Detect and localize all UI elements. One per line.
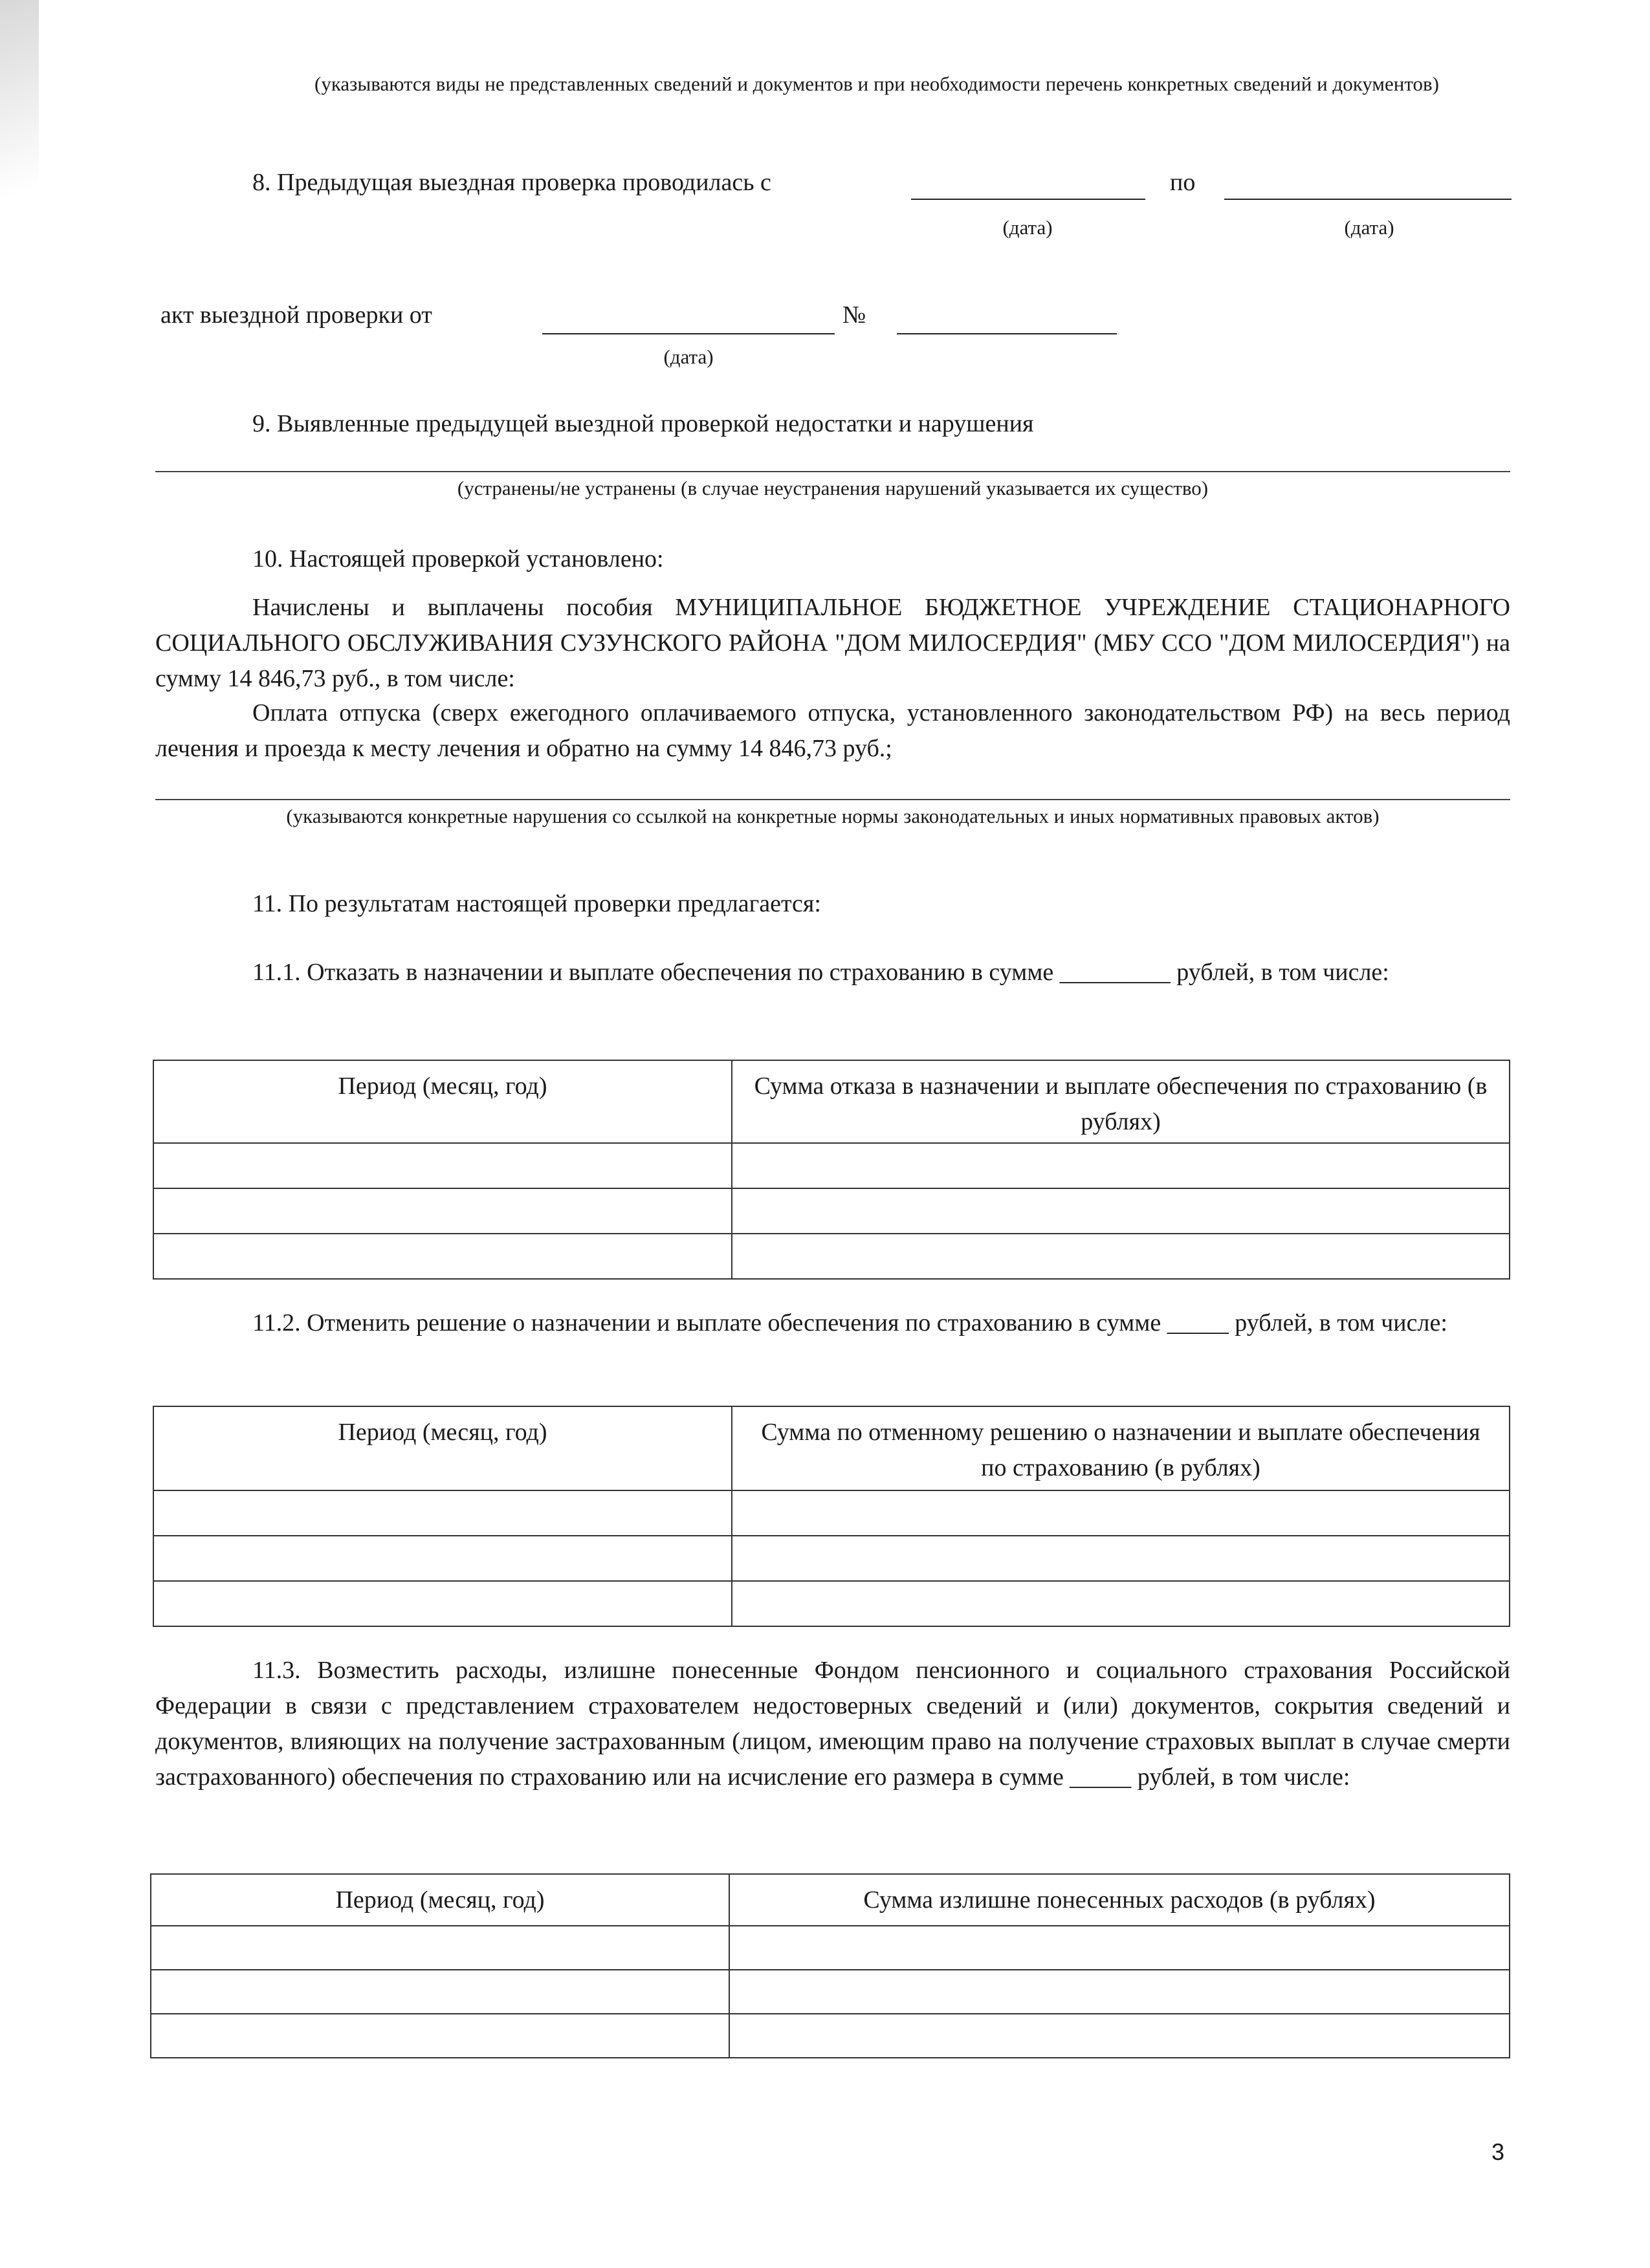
- item11-label: 11. По результатам настоящей проверки предлагается:: [252, 890, 821, 917]
- table-cell: [151, 2014, 729, 2058]
- table-cell: [732, 1143, 1510, 1188]
- table-11-2: [153, 1406, 1510, 1627]
- table-cell: [153, 1581, 732, 1626]
- table-11-3: [150, 1873, 1510, 2058]
- act-date-blank: [542, 333, 835, 334]
- top-note-caption: (указываются виды не представленных сведений и документов и при необходимости перечень конкретных сведений и документов): [314, 72, 1439, 95]
- item8-po-label: по: [1170, 169, 1196, 196]
- item9-blank-line: [155, 471, 1510, 472]
- item11-1-text: 11.1. Отказать в назначении и выплате обеспечения по страхованию в сумме _________ рублей, в том числе:: [252, 959, 1389, 986]
- item10-caption: (указываются конкретные нарушения со ссылкой на конкретные нормы законодательных и иных нормативных правовых актов): [286, 805, 1380, 827]
- table-11-1: [153, 1060, 1510, 1280]
- item8-label: 8. Предыдущая выездная проверка проводилась с: [252, 169, 771, 196]
- item8-date-from-blank: [911, 199, 1145, 200]
- act-date-caption: (дата): [663, 345, 714, 368]
- act-number-sign: №: [842, 301, 866, 329]
- table-cell: [151, 1970, 729, 2014]
- table-row: [153, 1143, 1510, 1188]
- table-row: [153, 1536, 1510, 1581]
- table-row: [153, 1581, 1510, 1626]
- table-11-3-col2-header: Сумма излишне понесенных расходов (в рублях): [729, 1874, 1510, 1926]
- item10-paragraph-2: Оплата отпуска (сверх ежегодного оплачиваемого отпуска, установленного законодательством РФ) на весь период лечения и проезда к месту лечения и обратно на сумму 14 846,73 руб.;: [155, 699, 1510, 762]
- table-11-2-col2-header: Сумма по отменному решению о назначении и выплате обеспечения по страхованию (в рублях): [732, 1406, 1510, 1490]
- table-cell: [151, 1926, 729, 1970]
- table-cell: [153, 1490, 732, 1536]
- scan-edge-shadow: [0, 0, 39, 272]
- table-11-1-col1-header: Период (месяц, год): [153, 1060, 732, 1143]
- item10-paragraph-1: Начислены и выплачены пособия МУНИЦИПАЛЬНОЕ БЮДЖЕТНОЕ УЧРЕЖДЕНИЕ СТАЦИОНАРНОГО СОЦИАЛЬНОГО ОБСЛУЖИВАНИЯ СУЗУНСКОГО РАЙОНА "ДОМ МИЛОСЕРДИЯ" (МБУ ССО "ДОМ МИЛОСЕРДИЯ") на сумму 14 846,73 руб., в том числе:: [155, 594, 1510, 692]
- act-number-blank: [897, 333, 1117, 334]
- page-number: 3: [1491, 2139, 1505, 2165]
- table-row: [151, 1926, 1510, 1970]
- table-cell: [732, 1581, 1510, 1626]
- table-row: [153, 1490, 1510, 1536]
- table-cell: [732, 1536, 1510, 1581]
- table-cell: [732, 1490, 1510, 1536]
- table-cell: [729, 2014, 1510, 2058]
- table-cell: [153, 1188, 732, 1234]
- table-cell: [732, 1188, 1510, 1234]
- table-cell: [153, 1234, 732, 1279]
- item8-date-from-caption: (дата): [1002, 216, 1053, 239]
- table-row: [153, 1234, 1510, 1279]
- act-label: акт выездной проверки от: [160, 301, 432, 329]
- item11-2-text: 11.2. Отменить решение о назначении и выплате обеспечения по страхованию в сумме _____ рублей, в том числе:: [252, 1309, 1447, 1336]
- item9-label: 9. Выявленные предыдущей выездной проверкой недостатки и нарушения: [252, 410, 1034, 437]
- item10-label: 10. Настоящей проверкой установлено:: [252, 545, 664, 572]
- table-cell: [732, 1234, 1510, 1279]
- table-row: [153, 1188, 1510, 1234]
- table-11-2-col1-header: Период (месяц, год): [153, 1406, 732, 1490]
- table-cell: [729, 1926, 1510, 1970]
- item8-date-to-blank: [1224, 199, 1512, 200]
- item9-caption: (устранены/не устранены (в случае неустранения нарушений указывается их существо): [457, 477, 1209, 499]
- table-11-3-col1-header: Период (месяц, год): [151, 1874, 729, 1926]
- table-cell: [729, 1970, 1510, 2014]
- item8-date-to-caption: (дата): [1344, 216, 1394, 239]
- table-11-1-col2-header: Сумма отказа в назначении и выплате обеспечения по страхованию (в рублях): [732, 1060, 1510, 1143]
- item11-3-text: 11.3. Возместить расходы, излишне понесенные Фондом пенсионного и социального страхования Российской Федерации в связи с представлением страхователем недостоверных сведений и (или) документов, сокрытия сведений и документов, влияющих на получение застрахованным (лицом, имеющим право на получение страховых выплат в случае смерти застрахованного) обеспечения по страхованию или на исчисление его размера в сумме _____ рублей, в том числе:: [155, 1657, 1510, 1791]
- table-row: [151, 2014, 1510, 2058]
- table-cell: [153, 1536, 732, 1581]
- item10-blank-line: [155, 799, 1510, 800]
- table-cell: [153, 1143, 732, 1188]
- table-row: [151, 1970, 1510, 2014]
